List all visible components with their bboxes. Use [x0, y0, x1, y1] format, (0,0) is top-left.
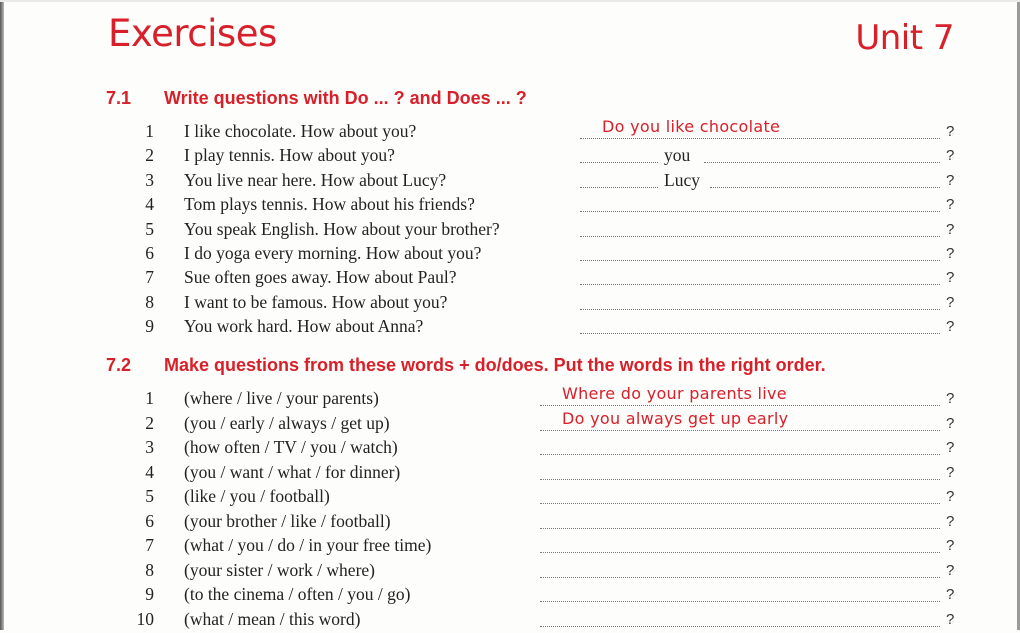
list-item [0, 241, 1000, 265]
answer-blank[interactable] [704, 162, 940, 163]
page-top-edge [0, 0, 1020, 2]
answer-blank[interactable] [540, 503, 940, 504]
question-mark: ? [946, 196, 955, 214]
section-number: 7.2 [106, 355, 132, 375]
list-item [0, 265, 1000, 289]
handwritten-answer: Where do your parents live [562, 384, 787, 403]
question-mark: ? [946, 439, 955, 456]
answer-blank[interactable] [580, 162, 658, 163]
item-prompt: (like / you / football) [184, 486, 330, 506]
item-prompt: (to the cinema / often / you / go) [184, 584, 411, 604]
list-item [0, 217, 1000, 241]
given-word: you [664, 145, 691, 166]
page-title: Exercises [108, 12, 277, 55]
item-number: 9 [145, 584, 154, 604]
question-mark: ? [946, 512, 955, 530]
list-item [0, 386, 1000, 410]
item-number: 10 [136, 608, 154, 629]
list-item [0, 314, 1000, 338]
answer-blank[interactable] [580, 187, 658, 188]
list-item [0, 460, 1000, 484]
section-number: 7.1 [106, 88, 132, 108]
item-number: 2 [145, 412, 154, 433]
question-mark: ? [946, 123, 955, 140]
question-mark: ? [946, 390, 955, 407]
item-number: 5 [145, 486, 154, 506]
question-mark: ? [946, 318, 955, 336]
answer-blank[interactable] [580, 333, 940, 334]
section-instruction: Make questions from these words + do/does. Put the words in the right order. [164, 355, 826, 375]
handwritten-answer: Do you always get up early [562, 408, 789, 428]
item-prompt: You live near here. How about Lucy? [184, 169, 447, 190]
question-mark: ? [946, 414, 955, 432]
item-prompt: Tom plays tennis. How about his friends? [184, 194, 475, 215]
item-number: 4 [145, 461, 154, 482]
item-number: 6 [145, 510, 154, 531]
item-prompt: (your sister / work / where) [184, 559, 375, 580]
item-prompt: (what / you / do / in your free time) [184, 535, 432, 555]
item-prompt: You speak English. How about your brother? [184, 218, 500, 239]
given-word: Lucy [664, 169, 700, 190]
answer-blank[interactable] [710, 187, 940, 188]
item-prompt: (you / early / always / get up) [184, 412, 390, 433]
question-mark: ? [946, 463, 955, 481]
list-item [0, 168, 1000, 192]
question-mark: ? [946, 147, 955, 165]
answer-blank[interactable] [580, 211, 940, 212]
unit-label: Unit 7 [855, 18, 954, 58]
item-number: 2 [145, 145, 154, 166]
item-number: 3 [145, 437, 154, 457]
item-prompt: You work hard. How about Anna? [184, 316, 424, 337]
question-mark: ? [946, 245, 955, 262]
item-number: 7 [145, 267, 154, 288]
list-item [0, 119, 1000, 143]
answer-blank[interactable] [580, 284, 940, 285]
answer-blank[interactable] [540, 479, 940, 480]
question-mark: ? [946, 561, 955, 579]
item-prompt: (what / mean / this word) [184, 608, 361, 629]
question-mark: ? [946, 293, 955, 311]
answer-blank[interactable] [580, 309, 940, 310]
answer-blank[interactable] [540, 552, 940, 553]
list-item [0, 435, 1000, 459]
answer-blank[interactable] [540, 454, 940, 455]
item-prompt: (you / want / what / for dinner) [184, 461, 401, 482]
list-item [0, 408, 1000, 435]
question-mark: ? [946, 171, 955, 189]
item-prompt: I do yoga every morning. How about you? [184, 243, 482, 263]
item-number: 3 [145, 169, 154, 190]
answer-blank[interactable] [540, 601, 940, 602]
answer-blank[interactable] [540, 528, 940, 529]
list-item [0, 192, 1000, 216]
item-prompt: Sue often goes away. How about Paul? [184, 267, 457, 288]
item-prompt: (how often / TV / you / watch) [184, 437, 398, 457]
item-prompt: I like chocolate. How about you? [184, 121, 417, 141]
question-mark: ? [946, 586, 955, 603]
item-prompt: (where / live / your parents) [184, 388, 379, 408]
item-prompt: I want to be famous. How about you? [184, 291, 448, 312]
list-item [0, 533, 1000, 557]
handwritten-answer: Do you like chocolate [602, 117, 781, 136]
list-item [0, 290, 1000, 314]
item-prompt: (your brother / like / football) [184, 510, 391, 531]
answer-blank[interactable] [580, 260, 940, 261]
question-mark: ? [946, 610, 955, 628]
question-mark: ? [946, 488, 955, 505]
list-item [0, 143, 1000, 167]
section-instruction: Write questions with Do ... ? and Does ... ? [164, 88, 527, 108]
list-item [0, 509, 1000, 533]
list-item [0, 484, 1000, 508]
item-prompt: I play tennis. How about you? [184, 145, 395, 166]
item-number: 1 [145, 121, 154, 141]
list-item [0, 607, 1000, 631]
item-number: 9 [145, 316, 154, 337]
answer-blank[interactable] [580, 236, 940, 237]
list-item [0, 558, 1000, 582]
list-item [0, 582, 1000, 606]
question-mark: ? [946, 269, 955, 287]
question-mark: ? [946, 537, 955, 554]
question-mark: ? [946, 220, 955, 238]
item-number: 5 [145, 218, 154, 239]
answer-blank[interactable] [540, 577, 940, 578]
item-number: 8 [145, 291, 154, 312]
answer-blank[interactable] [540, 626, 940, 627]
item-number: 1 [145, 388, 154, 408]
item-number: 6 [145, 243, 154, 263]
item-number: 4 [145, 194, 154, 215]
item-number: 7 [145, 535, 154, 555]
item-number: 8 [145, 559, 154, 580]
